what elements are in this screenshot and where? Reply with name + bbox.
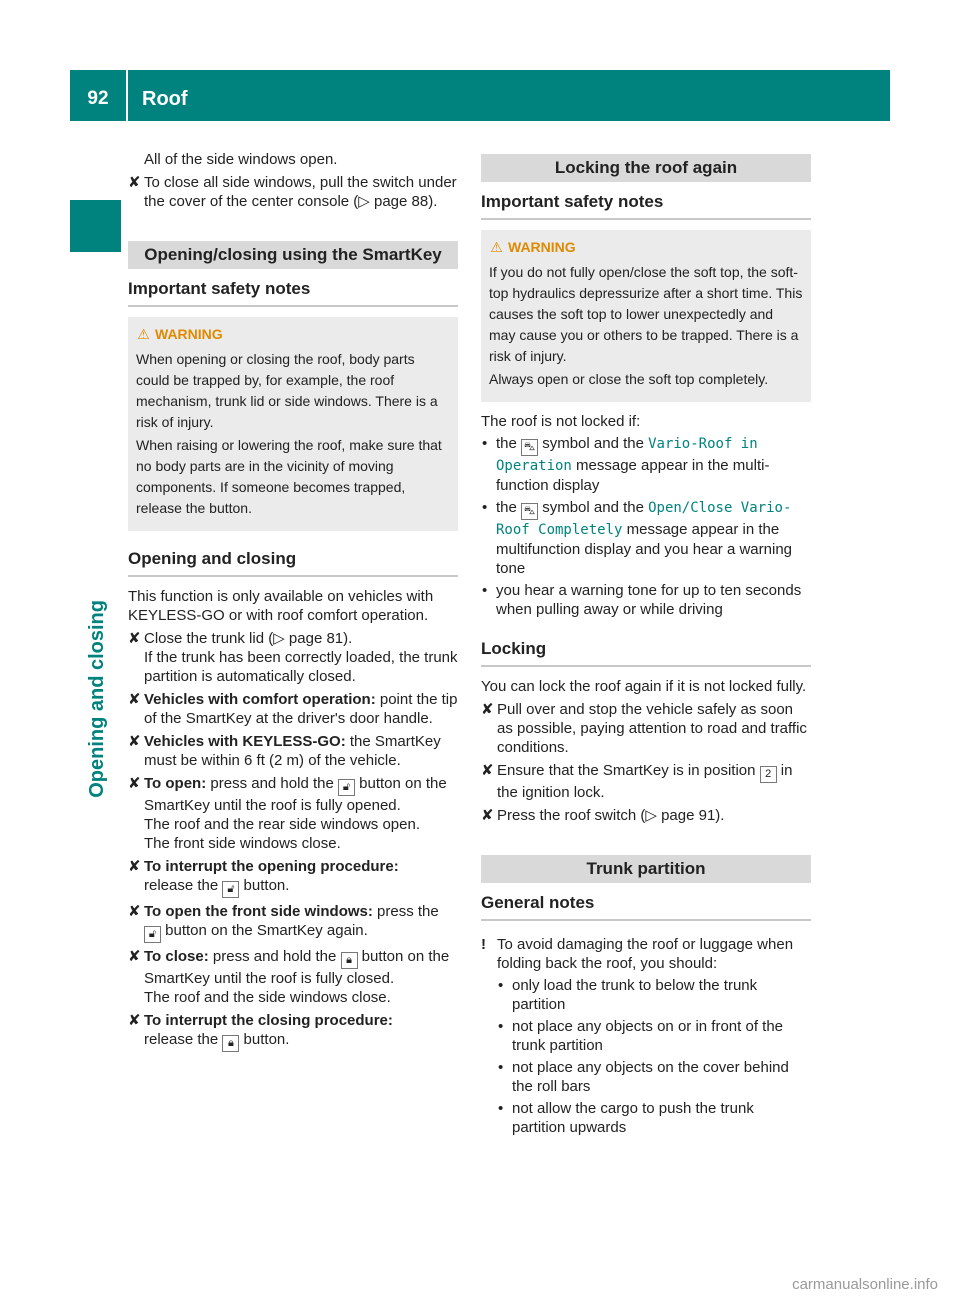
subsection-heading: Important safety notes [481, 182, 811, 220]
step-item: ✘ Press the roof switch (▷ page 91). [481, 807, 725, 824]
side-section-label [82, 600, 112, 860]
warning-text: Always open or close the soft top completely. [489, 371, 769, 387]
body-text: You can lock the roof again if it is not locked fully. [481, 678, 807, 695]
subsection-heading: Opening and closing [128, 539, 458, 577]
step-arrow-icon: ✘ [128, 948, 141, 965]
unlock-button-icon: 🔓︎ [338, 779, 355, 796]
step-arrow-icon: ✘ [128, 630, 141, 647]
page-ref-link[interactable]: (▷ page 88). [353, 193, 438, 210]
intro-text: All of the side windows open. [144, 151, 338, 168]
roof-car-icon: ⛍ [521, 503, 538, 520]
step-item: ✘ To interrupt the opening procedure: release the 🔓︎ button. [128, 857, 458, 898]
roof-car-icon: ⛍ [521, 439, 538, 456]
section-heading: Opening/closing using the SmartKey [128, 241, 458, 269]
list-item: • you hear a warning tone for up to ten seconds when pulling away or while driving [482, 582, 802, 618]
step-item: ✘ Pull over and stop the vehicle safely as soon as possible, paying attention to road and traffic conditions. [481, 701, 807, 756]
list-item: • only load the trunk to below the trunk partition [498, 977, 758, 1013]
step-arrow-icon: ✘ [128, 1012, 141, 1029]
step-arrow-icon: ✘ [128, 858, 141, 875]
body-text: The roof is not locked if: [481, 413, 641, 430]
list-item: • the ⛍ symbol and the Open/Close Vario-Roof Completely message appear in the multifunction display and you hear a warning tone [482, 499, 793, 577]
bullet-icon: • [498, 977, 504, 994]
subsection-heading: General notes [481, 883, 811, 921]
side-section-text: Opening and closing [86, 600, 108, 798]
step-item: ✘ Close the trunk lid (▷ page 81). If the trunk has been correctly loaded, the trunk partition is automatically closed. [128, 630, 458, 685]
step-arrow-icon: ✘ [128, 691, 141, 708]
body-text: This function is only available on vehicles with KEYLESS-GO or with roof comfort operation. [128, 588, 434, 624]
caution-icon: ! [481, 936, 486, 953]
step-item: ✘ Vehicles with comfort operation: point the tip of the SmartKey at the driver's door handle. [128, 691, 458, 727]
bullet-icon: • [498, 1059, 504, 1076]
page-number: 92 [87, 88, 109, 109]
lock-button-icon: 🔒︎ [222, 1035, 239, 1052]
side-tab-block [70, 200, 121, 252]
warning-text: If you do not fully open/close the soft top, the soft-top hydraulics depressurize after a short time. This causes the soft top to lower unexpectedly and may cause you or others to be trapped. There is a risk of injury. [489, 264, 803, 364]
list-item: • the ⛍ symbol and the Vario-Roof in Operation message appear in the multi-function display [482, 435, 770, 494]
warning-title: ⚠ WARNING [490, 239, 576, 255]
bullet-icon: • [482, 582, 488, 599]
bullet-icon: • [498, 1100, 504, 1117]
section-heading: Locking the roof again [481, 154, 811, 182]
watermark: carmanualsonline.info [792, 1276, 938, 1293]
bullet-icon: • [498, 1018, 504, 1035]
position-indicator: 2 [760, 766, 777, 783]
warning-text: When opening or closing the roof, body parts could be trapped by, for example, the roof mechanism, trunk lid or side windows. There is a risk of injury. [136, 351, 438, 430]
step-arrow-icon: ✘ [128, 174, 141, 191]
step-arrow-icon: ✘ [128, 903, 141, 920]
step-arrow-icon: ✘ [128, 775, 141, 792]
display-message: Vario-Roof in Operation [496, 436, 758, 474]
step-arrow-icon: ✘ [481, 807, 494, 824]
page-header [70, 70, 890, 121]
step-arrow-icon: ✘ [481, 762, 494, 779]
bullet-icon: • [482, 499, 488, 516]
warning-box [128, 317, 458, 531]
page-title: Roof [142, 88, 188, 110]
warning-title: ⚠ WARNING [137, 326, 223, 342]
step-item: ✘ To close all side windows, pull the switch under the cover of the center console (▷ page 88). [128, 174, 457, 210]
step-arrow-icon: ✘ [128, 733, 141, 750]
step-item: ✘ Ensure that the SmartKey is in position 2 in the ignition lock. [481, 762, 793, 801]
unlock-button-icon: 🔓︎ [144, 926, 161, 943]
display-message: Open/Close Vario-Roof Completely [496, 500, 792, 538]
note-item: ! To avoid damaging the roof or luggage when folding back the roof, you should: [481, 936, 794, 972]
list-item: • not place any objects on or in front of the trunk partition [498, 1018, 784, 1054]
warning-triangle-icon: ⚠ [490, 239, 503, 255]
lock-button-icon: 🔒︎ [341, 952, 358, 969]
bullet-icon: • [482, 435, 488, 452]
warning-text: When raising or lowering the roof, make sure that no body parts are in the vicinity of moving components. If someone becomes trapped, release the button. [136, 437, 442, 516]
step-item: ✘ To close: press and hold the 🔒︎ button on the SmartKey until the roof is fully closed. The roof and the side windows close. [128, 948, 450, 1006]
step-item: ✘ To open: press and hold the 🔓︎ button on the SmartKey until the roof is fully opened. The roof and the rear side windows open. The front side windows close. [128, 775, 447, 852]
list-item: • not place any objects on the cover behind the roll bars [498, 1059, 789, 1095]
subsection-heading: Locking [481, 629, 811, 667]
subsection-heading: Important safety notes [128, 269, 458, 307]
step-arrow-icon: ✘ [481, 701, 494, 718]
section-heading: Trunk partition [481, 855, 811, 883]
header-divider [126, 70, 128, 121]
warning-box [481, 230, 811, 402]
step-item: ✘ Vehicles with KEYLESS-GO: the SmartKey must be within 6 ft (2 m) of the vehicle. [128, 733, 441, 769]
step-item: ✘ To open the front side windows: press the 🔓︎ button on the SmartKey again. [128, 902, 458, 943]
right-column [481, 154, 811, 1137]
unlock-button-icon: 🔓︎ [222, 881, 239, 898]
list-item: • not allow the cargo to push the trunk partition upwards [498, 1100, 754, 1136]
left-column [128, 150, 458, 1052]
step-item: ✘ To interrupt the closing procedure: release the 🔒︎ button. [128, 1011, 458, 1052]
warning-triangle-icon: ⚠ [137, 326, 150, 342]
